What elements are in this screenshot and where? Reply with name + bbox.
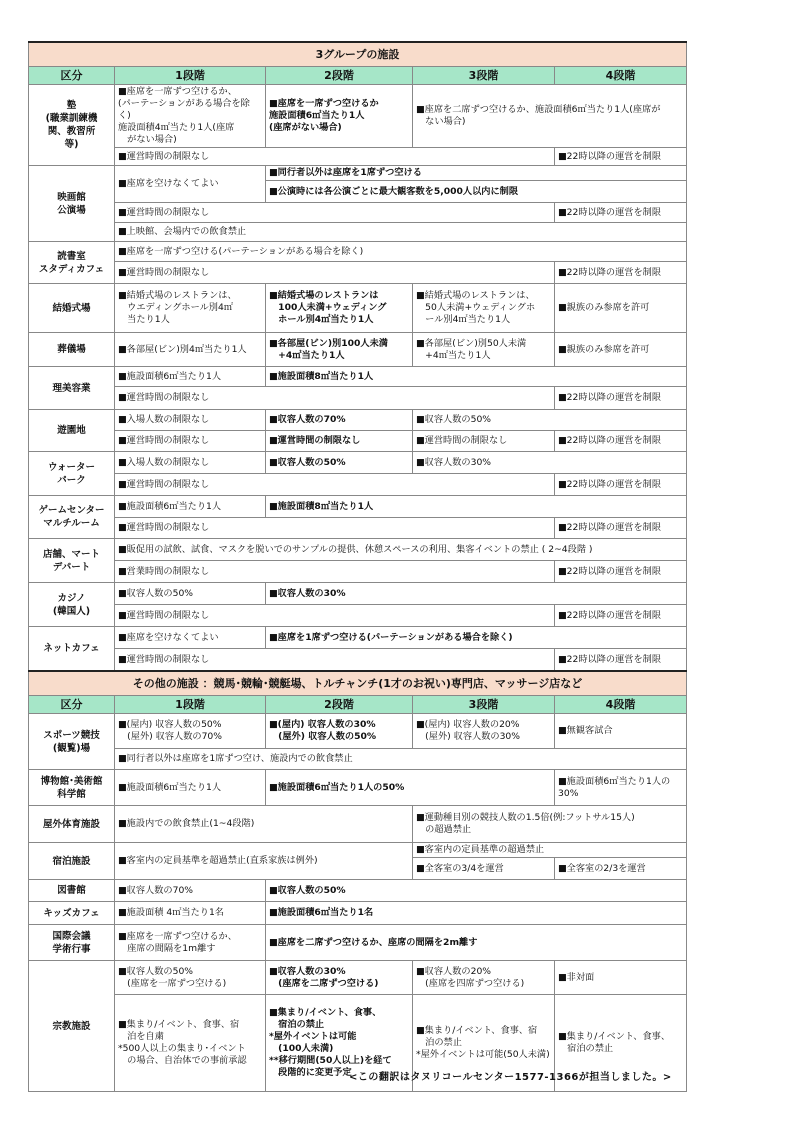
- rule-cell: ■施設面積8㎡当たり1人: [266, 367, 687, 387]
- rule-cell: ■施設面積8㎡当たり1人: [266, 496, 687, 518]
- category-cell: 理美容業: [29, 367, 115, 410]
- rule-cell: ■座席を一席ずつ空けるか、 座席の間隔を1m離す: [115, 925, 266, 961]
- rule-cell: ■結婚式場のレストランは、 50人未満+ウェディングホ ール別4㎡当たり1人: [413, 284, 555, 333]
- table-row: [29, 539, 687, 561]
- section-title: その他の施設 ：競馬･競輪･競艇場、トルチャンチ(1才のお祝い)専門店、マッサージ店など: [29, 671, 687, 696]
- table-row: [29, 583, 687, 605]
- rule-cell: ■22時以降の運営を制限: [555, 203, 687, 223]
- rule-cell: ■座席を二席ずつ空けるか、施設面積6㎡当たり1人(座席が ない場合): [413, 85, 687, 148]
- rule-cell: ■運営時間の制限なし: [115, 649, 555, 672]
- rule-cell: ■22時以降の運営を制限: [555, 649, 687, 672]
- rule-cell: ■運営時間の制限なし: [266, 431, 413, 452]
- rule-cell: ■22時以降の運営を制限: [555, 148, 687, 166]
- rule-cell: ■施設面積 4㎡当たり1名: [115, 902, 266, 925]
- rule-cell: ■結婚式場のレストランは 100人未満+ウェディング ホール別4㎡当たり1人: [266, 284, 413, 333]
- rule-cell: ■施設面積6㎡当たり1名: [266, 902, 687, 925]
- table-row: [29, 85, 687, 148]
- facility-rules-document: [28, 41, 686, 1092]
- table-row: [29, 262, 687, 284]
- rule-cell: ■収容人数の50%: [266, 880, 687, 902]
- table-row: [29, 474, 687, 496]
- rule-cell: ■結婚式場のレストランは、 ウエディングホール別4㎡ 当たり1人: [115, 284, 266, 333]
- rule-cell: ■収容人数の50%: [115, 583, 266, 605]
- rule-cell: ■施設面積6㎡当たり1人: [115, 770, 266, 806]
- rule-cell: ■22時以降の運営を制限: [555, 431, 687, 452]
- category-cell: 宗教施設: [29, 961, 115, 1092]
- column-header: 3段階: [413, 67, 555, 85]
- table-row: [29, 561, 687, 583]
- rule-cell: ■収容人数の20% (座席を四席ずつ空ける): [413, 961, 555, 995]
- table-row: [29, 387, 687, 410]
- rule-cell: ■集まり/イベント、食事、 宿泊の禁止: [555, 995, 687, 1092]
- rule-cell: ■各部屋(ビン)別50人未満 +4㎡当たり1人: [413, 333, 555, 367]
- column-header-row: [29, 67, 687, 85]
- category-cell: 結婚式場: [29, 284, 115, 333]
- rule-cell: ■22時以降の運営を制限: [555, 561, 687, 583]
- table-row: [29, 902, 687, 925]
- rule-cell: ■全客室の3/4を運営: [413, 858, 555, 880]
- rule-cell: ■座席を一席ずつ空ける(パーテーションがある場合を除く): [115, 242, 687, 262]
- rule-cell: ■22時以降の運営を制限: [555, 262, 687, 284]
- rule-cell: ■22時以降の運営を制限: [555, 518, 687, 539]
- rule-cell: ■施設面積6㎡当たり1人の50%: [266, 770, 555, 806]
- rule-cell: ■22時以降の運営を制限: [555, 605, 687, 627]
- table-row: [29, 496, 687, 518]
- rule-cell: ■運営時間の制限なし: [115, 605, 555, 627]
- table-row: [29, 880, 687, 902]
- rule-cell: ■施設面積6㎡当たり1人の30%: [555, 770, 687, 806]
- rule-cell: ■収容人数の30%: [266, 583, 687, 605]
- rule-cell: ■運営時間の制限なし: [115, 262, 555, 284]
- category-cell: ゲームセンター マルチルーム: [29, 496, 115, 539]
- rule-cell: ■収容人数の70%: [115, 880, 266, 902]
- rule-cell: ■収容人数の50% (座席を一席ずつ空ける): [115, 961, 266, 995]
- section-title: 3グループの施設: [29, 42, 687, 67]
- category-cell: 遊園地: [29, 410, 115, 452]
- rule-cell: ■収容人数の30% (座席を二席ずつ空ける): [266, 961, 413, 995]
- rule-cell: ■営業時間の制限なし: [115, 561, 555, 583]
- rule-cell: ■22時以降の運営を制限: [555, 474, 687, 496]
- column-header: 4段階: [555, 67, 687, 85]
- table-row: [29, 452, 687, 474]
- table-row: [29, 714, 687, 749]
- category-cell: 葬儀場: [29, 333, 115, 367]
- rule-cell: ■運営時間の制限なし: [413, 431, 555, 452]
- table-row: [29, 806, 687, 843]
- category-cell: 店舗、マート デパート: [29, 539, 115, 583]
- column-header: 3段階: [413, 696, 555, 714]
- column-header: 1段階: [115, 696, 266, 714]
- rule-cell: ■収容人数の50%: [413, 410, 687, 431]
- table-row: [29, 284, 687, 333]
- table-row: [29, 605, 687, 627]
- rule-cell: ■(屋内) 収容人数の30% (屋外) 収容人数の50%: [266, 714, 413, 749]
- category-cell: 塾 (職業訓練機 関、教習所 等): [29, 85, 115, 166]
- rule-cell: ■収容人数の30%: [413, 452, 687, 474]
- rule-cell: ■運営時間の制限なし: [115, 203, 555, 223]
- rule-cell: ■収容人数の50%: [266, 452, 413, 474]
- rule-cell: ■全客室の2/3を運営: [555, 858, 687, 880]
- category-cell: ネットカフェ: [29, 627, 115, 672]
- rule-cell: ■公演時には各公演ごとに最大観客数を5,000人以内に制限: [266, 181, 687, 203]
- rule-cell: ■集まり/イベント、食事、宿 泊を自粛 *500人以上の集まり･イベント の場合、自治体での事前承認: [115, 995, 266, 1092]
- rule-cell: ■座席を二席ずつ空けるか、座席の間隔を2m離す: [266, 925, 687, 961]
- table-row: [29, 925, 687, 961]
- table-row: [29, 843, 687, 858]
- rule-cell: ■座席を空けなくてよい: [115, 166, 266, 203]
- category-cell: 屋外体育施設: [29, 806, 115, 843]
- section-title-row: [29, 42, 687, 67]
- rule-cell: ■親族のみ参席を許可: [555, 284, 687, 333]
- table-row: [29, 203, 687, 223]
- category-cell: キッズカフェ: [29, 902, 115, 925]
- column-header-row: [29, 696, 687, 714]
- category-cell: 映画館 公演場: [29, 166, 115, 242]
- table-row: [29, 431, 687, 452]
- rule-cell: ■販促用の試飲、試食、マスクを脱いでのサンプルの提供、休憩スペースの利用、集客イベントの禁止 ( 2~4段階 ): [115, 539, 687, 561]
- table-row: [29, 148, 687, 166]
- rule-cell: ■親族のみ参席を許可: [555, 333, 687, 367]
- category-cell: 博物館･美術館 科学館: [29, 770, 115, 806]
- rule-cell: ■各部屋(ビン)別4㎡当たり1人: [115, 333, 266, 367]
- rule-cell: ■集まり/イベント、食事、 宿泊の禁止 *屋外イベントは可能 (100人未満) **移行期間(50人以上)を経て 段階的に変更予定: [266, 995, 413, 1092]
- rule-cell: ■(屋内) 収容人数の20% (屋外) 収容人数の30%: [413, 714, 555, 749]
- table-row: [29, 367, 687, 387]
- table-row: [29, 961, 687, 995]
- table-row: [29, 749, 687, 770]
- rule-cell: ■運営時間の制限なし: [115, 387, 555, 410]
- column-header: 1段階: [115, 67, 266, 85]
- rule-cell: ■運営時間の制限なし: [115, 474, 555, 496]
- table-row: [29, 770, 687, 806]
- category-cell: スポーツ競技 (観覧)場: [29, 714, 115, 770]
- column-header: 区分: [29, 67, 115, 85]
- rule-cell: ■座席を空けなくてよい: [115, 627, 266, 649]
- table-row: [29, 333, 687, 367]
- table-row: [29, 410, 687, 431]
- rule-cell: ■運営時間の制限なし: [115, 431, 266, 452]
- rule-cell: ■22時以降の運営を制限: [555, 387, 687, 410]
- column-header: 4段階: [555, 696, 687, 714]
- rule-cell: ■客室内の定員基準を超過禁止(直系家族は例外): [115, 843, 413, 880]
- rule-cell: ■座席を一席ずつ空けるか 施設面積6㎡当たり1人 (座席がない場合): [266, 85, 413, 148]
- table-row: [29, 649, 687, 672]
- table-row: [29, 166, 687, 181]
- category-cell: ウォーター パーク: [29, 452, 115, 496]
- rule-cell: ■収容人数の70%: [266, 410, 413, 431]
- category-cell: 宿泊施設: [29, 843, 115, 880]
- category-cell: 図書館: [29, 880, 115, 902]
- rule-cell: ■同行者以外は座席を1席ずつ空ける: [266, 166, 687, 181]
- table-row: [29, 242, 687, 262]
- rule-cell: ■座席を1席ずつ空ける(パーテーションがある場合を除く): [266, 627, 687, 649]
- rule-cell: ■入場人数の制限なし: [115, 452, 266, 474]
- rule-cell: ■無観客試合: [555, 714, 687, 749]
- rule-cell: ■同行者以外は座席を1席ずつ空け、施設内での飲食禁止: [115, 749, 687, 770]
- translation-credit: <この翻訳はタヌリコールセンター1577-1366が担当しました。>: [349, 1072, 672, 1083]
- rule-cell: ■非対面: [555, 961, 687, 995]
- column-header: 区分: [29, 696, 115, 714]
- rule-cell: ■入場人数の制限なし: [115, 410, 266, 431]
- rule-cell: ■運動種目別の競技人数の1.5倍(例:フットサル15人) の超過禁止: [413, 806, 687, 843]
- category-cell: カジノ (韓国人): [29, 583, 115, 627]
- restrictions-table: [28, 41, 687, 1092]
- column-header: 2段階: [266, 696, 413, 714]
- table-row: [29, 223, 687, 242]
- rule-cell: ■(屋内) 収容人数の50% (屋外) 収容人数の70%: [115, 714, 266, 749]
- category-cell: 読書室 スタディカフェ: [29, 242, 115, 284]
- section-title-row: [29, 671, 687, 696]
- rule-cell: ■施設内での飲食禁止(1~4段階): [115, 806, 413, 843]
- rule-cell: ■集まり/イベント、食事、宿 泊の禁止 *屋外イベントは可能(50人未満): [413, 995, 555, 1092]
- rule-cell: ■上映館、会場内での飲食禁止: [115, 223, 687, 242]
- table-row: [29, 518, 687, 539]
- rule-cell: ■各部屋(ビン)別100人未満 +4㎡当たり1人: [266, 333, 413, 367]
- rule-cell: ■運営時間の制限なし: [115, 148, 555, 166]
- rule-cell: ■施設面積6㎡当たり1人: [115, 367, 266, 387]
- table-row: [29, 627, 687, 649]
- category-cell: 国際会議 学術行事: [29, 925, 115, 961]
- column-header: 2段階: [266, 67, 413, 85]
- rule-cell: ■運営時間の制限なし: [115, 518, 555, 539]
- rule-cell: ■座席を一席ずつ空けるか、 (パーテーションがある場合を除く) 施設面積4㎡当たり1人(座席 がない場合): [115, 85, 266, 148]
- rule-cell: ■施設面積6㎡当たり1人: [115, 496, 266, 518]
- rule-cell: ■客室内の定員基準の超過禁止: [413, 843, 687, 858]
